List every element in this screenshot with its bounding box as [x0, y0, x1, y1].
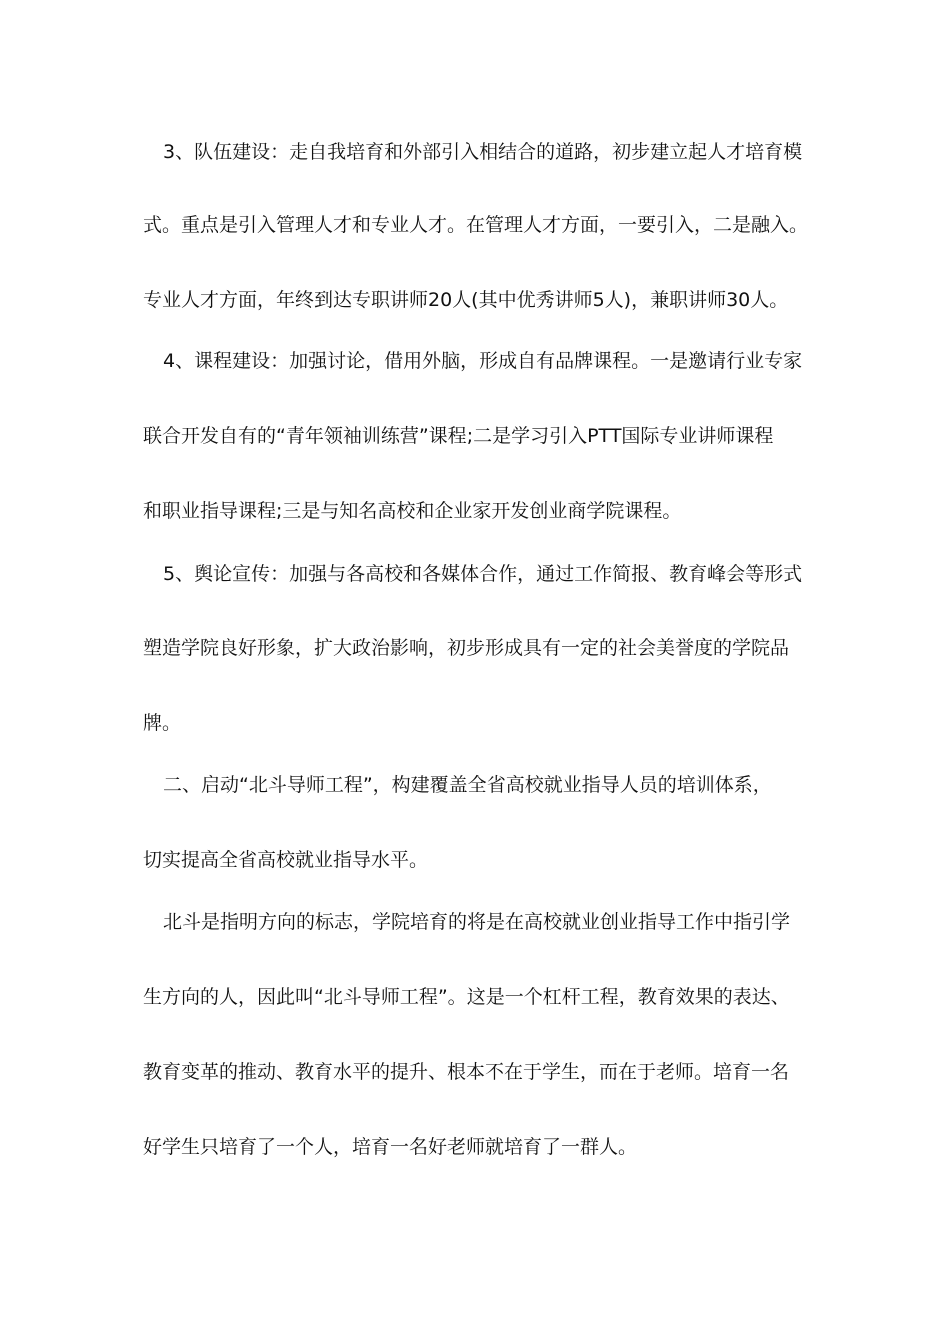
line-text: 二、启动“北斗导师工程”，构建覆盖全省高校就业指导人员的培训体系， — [163, 774, 772, 796]
line-text: 联合开发自有的“青年领袖训练营”课程;二是学习引入PTT国际专业讲师课程 — [143, 425, 774, 447]
line-text: 牌。 — [143, 712, 182, 734]
line-text: 式。重点是引入管理人才和专业人才。在管理人才方面，一要引入，二是融入。 — [143, 214, 809, 236]
line-text: 5、舆论宣传：加强与各高校和各媒体合作，通过工作简报、教育峰会等形式 — [163, 563, 803, 585]
line-text: 和职业指导课程;三是与知名高校和企业家开发创业商学院课程。 — [143, 500, 682, 522]
line-text: 北斗是指明方向的标志，学院培育的将是在高校就业创业指导工作中指引学 — [163, 911, 791, 933]
line-text: 4、课程建设：加强讨论，借用外脑，形成自有品牌课程。一是邀请行业专家 — [163, 350, 803, 372]
line-text: 好学生只培育了一个人，培育一名好老师就培育了一群人。 — [143, 1136, 638, 1158]
line-text: 切实提高全省高校就业指导水平。 — [143, 849, 429, 871]
line-text: 3、队伍建设：走自我培育和外部引入相结合的道路，初步建立起人才培育模 — [163, 141, 803, 163]
line-text: 专业人才方面，年终到达专职讲师20人(其中优秀讲师5人)，兼职讲师30人。 — [143, 289, 789, 311]
line-text: 教育变革的推动、教育水平的提升、根本不在于学生，而在于老师。培育一名 — [143, 1061, 790, 1083]
line-text: 生方向的人，因此叫“北斗导师工程”。这是一个杠杆工程，教育效果的表达、 — [143, 986, 790, 1008]
line-text: 塑造学院良好形象，扩大政治影响，初步形成具有一定的社会美誉度的学院品 — [143, 637, 790, 659]
